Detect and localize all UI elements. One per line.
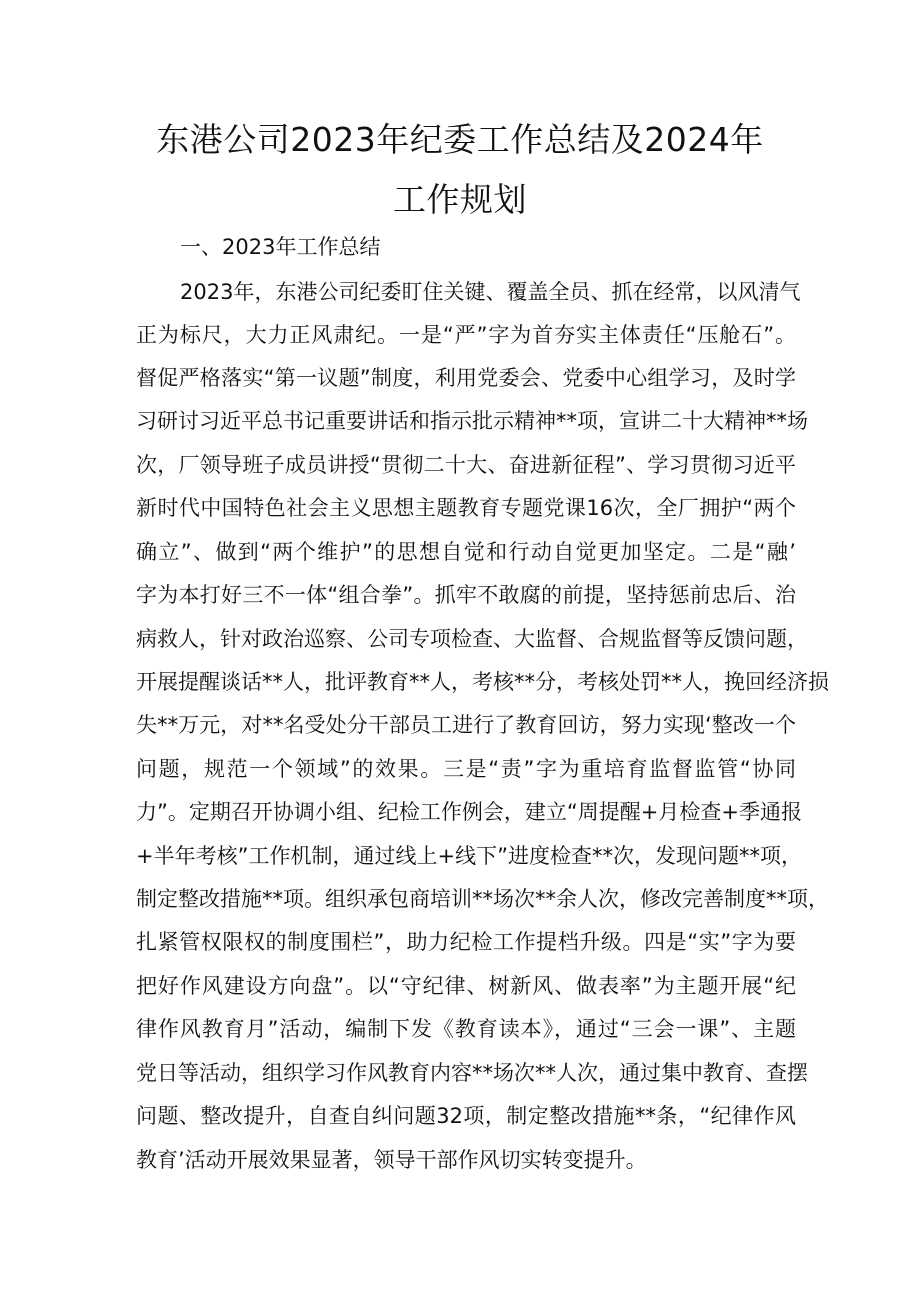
paragraph-line: 正为标尺，大力正风肃纪。一是“严”字为首夯实主体责任“压舱石”。	[136, 323, 796, 347]
paragraph-line: 新时代中国特色社会主义思想主题教育专题党课16次，全厂拥护“两个	[136, 496, 796, 520]
paragraph-line: 力”。定期召开协调小组、纪检工作例会，建立“周提醒+月检查+季通报	[136, 800, 802, 824]
paragraph-line: 问题、整改提升，自查自纠问题32项，制定整改措施**条，“纪律作风	[136, 1104, 796, 1128]
paragraph-line: +半年考核”工作机制，通过线上+线下”进度检查**次，发现问题**项，	[136, 844, 802, 868]
paragraph-line: 党日等活动，组织学习作风教育内容**场次**人次，通过集中教育、查摆	[136, 1061, 808, 1085]
paragraph-line: 次，厂领导班子成员讲授“贯彻二十大、奋进新征程”、学习贯彻习近平	[136, 453, 796, 477]
paragraph-line: 确立”、做到“两个维护”的思想自觉和行动自觉更加坚定。二是“融’	[136, 540, 796, 564]
paragraph-line: 2023年，东港公司纪委盯住关键、覆盖全员、抓在经常，以风清气	[180, 280, 801, 304]
paragraph-line: 教育’活动开展效果显著，领导干部作风切实转变提升。	[136, 1148, 647, 1172]
document-title-line-2: 工作规划	[393, 180, 527, 219]
paragraph-line: 律作风教育月”活动，编制下发《教育读本》，通过“三会一课”、主题	[136, 1017, 796, 1041]
paragraph-line: 制定整改措施**项。组织承包商培训**场次**余人次，修改完善制度**项，	[136, 887, 829, 911]
paragraph-line: 失**万元，对**名受处分干部员工进行了教育回访，努力实现‘整改一个	[136, 713, 796, 737]
paragraph-line: 字为本打好三不一体“组合拳”。抓牢不敢腐的前提，坚持惩前忠后、治	[136, 583, 796, 607]
paragraph-line: 扎紧管权限权的制度围栏”，助力纪检工作提档升级。四是“实”字为要	[136, 930, 796, 954]
paragraph-line: 问题，规范一个领域”的效果。三是“责”字为重培育监督监管“协同	[136, 757, 796, 781]
paragraph-line: 习研讨习近平总书记重要讲话和指示批示精神**项，宣讲二十大精神**场	[136, 409, 808, 433]
section-heading: 一、2023年工作总结	[180, 235, 381, 259]
paragraph-line: 开展提醒谈话**人，批评教育**人，考核**分，考核处罚**人，挽回经济损	[136, 670, 829, 694]
document-title-line-1: 东港公司2023年纪委工作总结及2024年	[156, 120, 764, 159]
paragraph-line: 督促严格落实“第一议题”制度，利用党委会、党委中心组学习，及时学	[136, 366, 796, 390]
paragraph-line: 病救人，针对政治巡察、公司专项检查、大监督、合规监督等反馈问题，	[136, 627, 808, 651]
paragraph-line: 把好作风建设方向盘”。以“守纪律、树新风、做表率”为主题开展“纪	[136, 974, 796, 998]
